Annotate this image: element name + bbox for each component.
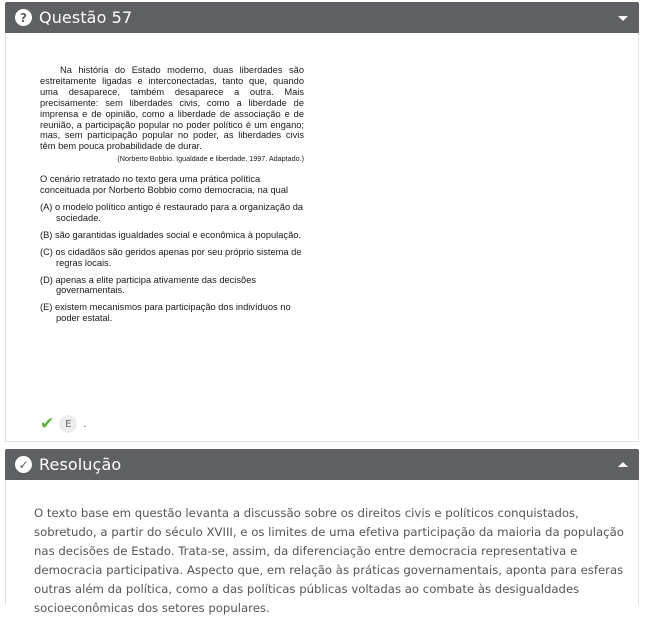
option-a: (A) o modelo político antigo é restaurado para a organização da sociedade. bbox=[40, 201, 304, 223]
checkmark-icon: ✔ bbox=[40, 413, 55, 434]
option-d: (D) apenas a elite participa ativamente das decisões governamentais. bbox=[40, 274, 257, 296]
resolution-title: Resolução bbox=[39, 455, 122, 474]
question-title: Questão 57 bbox=[39, 8, 133, 27]
resolution-text: O texto base em questão levanta a discussão sobre os direitos civis e políticos conquistados, sobretudo, a partir do século XVIII, e os limites de uma efetiva participação da maioria da população nas decisões de Estado. Trata-se, assim, da diferenciação entre democracia representativa e democracia participativa. Aspecto que, em relação às práticas governamentais, aponta para esferas outras além da política, como a das políticas públicas voltadas ao combate às desigualdades socioeconômicas dos setores populares. bbox=[34, 506, 624, 615]
question-circle-icon: ? bbox=[15, 9, 32, 26]
option-b: (B) são garantidas igualdades social e econômica à população. bbox=[40, 229, 301, 240]
question-panel bbox=[5, 2, 639, 442]
answer-suffix: . bbox=[83, 418, 87, 430]
answer-row bbox=[40, 415, 86, 433]
question-stem: O cenário retratado no texto gera uma prática política conceituada por Norberto Bobbio como democracia, na qual bbox=[40, 174, 289, 196]
check-circle-icon: ✓ bbox=[15, 456, 32, 473]
resolution-panel bbox=[5, 449, 639, 615]
answer-badge: E bbox=[59, 415, 77, 433]
question-header[interactable] bbox=[5, 2, 639, 33]
question-image-text bbox=[40, 65, 304, 324]
question-citation: (Norberto Bobbio. Igualdade e liberdade, 1997. Adaptado.) bbox=[117, 154, 304, 164]
option-e: (E) existem mecanismos para participação dos indivíduos no poder estatal. bbox=[40, 302, 291, 324]
resolution-header[interactable] bbox=[5, 449, 639, 480]
question-paragraph: Na história do Estado moderno, duas liberdades são estreitamente ligadas e interconectadas, tanto que, quando uma desaparece, também desaparece a outra. Mais precisamente: sem liberdades civis, como a liberdade de imprensa e de opinião, como a liberdade de associação e de reunião, a participação popular no poder político é um engano; mas, sem participação popular no poder, as liberdades civis têm bem pouca probabilidade de durar. bbox=[40, 65, 304, 152]
caret-down-icon[interactable] bbox=[618, 16, 628, 21]
resolution-body bbox=[5, 480, 639, 615]
option-c: (C) os cidadãos são geridos apenas por seu próprio sistema de regras locais. bbox=[40, 246, 302, 268]
caret-up-icon[interactable] bbox=[618, 462, 628, 467]
question-body bbox=[5, 33, 639, 442]
